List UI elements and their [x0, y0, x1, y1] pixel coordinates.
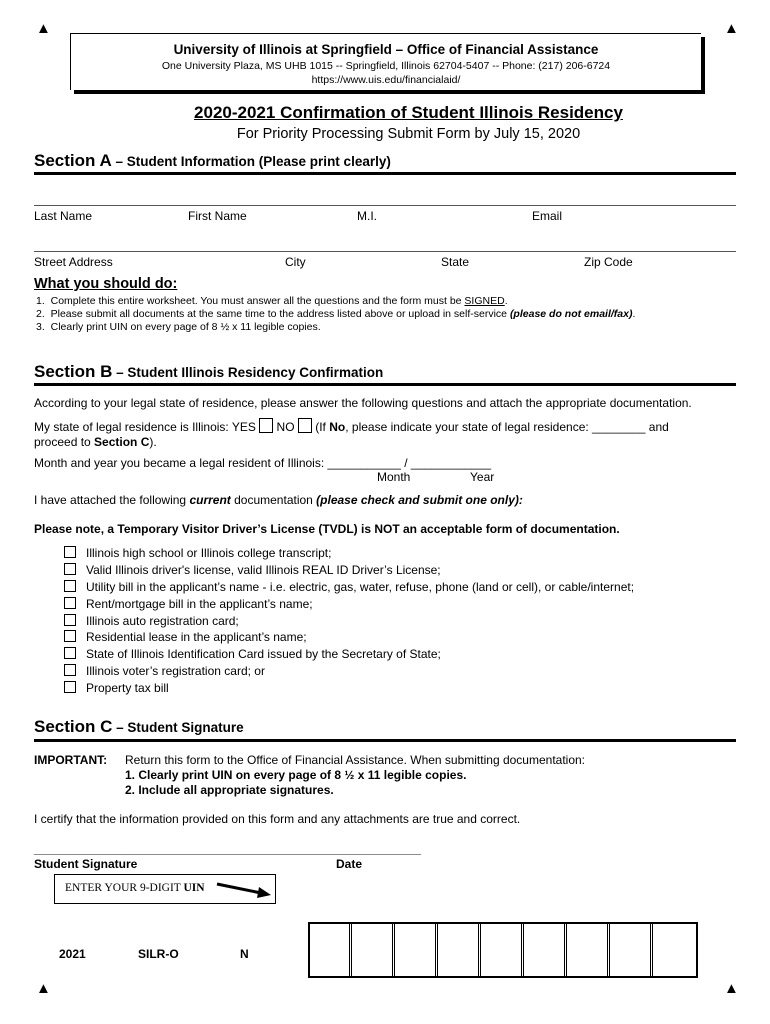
doc-item-auto-registration	[64, 614, 239, 628]
doc-item-lease	[64, 630, 307, 644]
no-label: NO	[273, 420, 298, 434]
step-2-emphasis: (please do not email/fax)	[509, 308, 633, 320]
year-label: Year	[470, 470, 495, 484]
section-b-label: Section B	[34, 362, 113, 381]
step-2-text: Please submit all documents at the same time to the address listed above or upload in self-service	[50, 308, 510, 320]
attached-text-c: (please check and submit one only):	[316, 493, 523, 507]
residency-question	[34, 418, 734, 450]
step-3-num: 3.	[36, 321, 45, 333]
section-a-rule	[34, 172, 736, 175]
street-address-label: Street Address	[34, 255, 113, 269]
doc-item-utility-bill	[64, 580, 634, 594]
doc-checkbox[interactable]	[64, 664, 76, 676]
doc-label: Illinois high school or Illinois college transcript;	[86, 546, 332, 560]
step-1-tail: .	[504, 295, 508, 307]
uin-digit-box[interactable]	[652, 922, 698, 978]
section-b-heading	[34, 362, 383, 382]
doc-label: Rent/mortgage bill in the applicant’s name;	[86, 597, 313, 611]
zip-code-label: Zip Code	[584, 255, 633, 269]
residency-question-state: , please indicate your state of legal residence: ________ and	[345, 420, 669, 434]
important-item-2: 2. Include all appropriate signatures.	[125, 783, 334, 797]
uin-prompt-a: ENTER YOUR 9-DIGIT	[65, 882, 184, 894]
form-title: 2020-2021 Confirmation of Student Illinois Residency	[194, 103, 623, 122]
form-subtitle: For Priority Processing Submit Form by July 15, 2020	[236, 126, 581, 142]
header-box	[70, 33, 701, 90]
uin-digit-box[interactable]	[308, 922, 350, 978]
corner-mark-bottom-right: ▲	[724, 980, 739, 997]
student-signature-label: Student Signature	[34, 857, 138, 871]
doc-item-drivers-license	[64, 563, 441, 577]
arrow-right-icon	[215, 880, 273, 900]
step-1	[36, 295, 508, 307]
doc-item-voter-card	[64, 664, 265, 678]
doc-checkbox[interactable]	[64, 563, 76, 575]
step-2-num: 2.	[36, 308, 45, 320]
step-2	[36, 308, 635, 320]
step-1-text: Complete this entire worksheet. You must answer all the questions and the form must be	[50, 295, 465, 307]
doc-checkbox[interactable]	[64, 630, 76, 642]
section-c-rule	[34, 739, 736, 742]
university-name: University of Illinois at Springfield – Office of Financial Assistance	[173, 42, 599, 57]
uin-prompt-box	[54, 874, 276, 904]
doc-label: Utility bill in the applicant’s name - i.e. electric, gas, water, refuse, phone (land or cell), or cable/internet;	[86, 580, 635, 594]
attached-instructions	[34, 493, 523, 507]
what-you-should-do-heading: What you should do:	[34, 276, 178, 292]
doc-label: Illinois auto registration card;	[86, 614, 239, 628]
footer-form-code: SILR-O	[138, 947, 179, 961]
corner-mark-top-right: ▲	[724, 20, 739, 37]
address-line	[34, 251, 736, 252]
yes-checkbox[interactable]	[259, 418, 273, 433]
section-c-heading	[34, 717, 244, 737]
step-3	[36, 321, 321, 333]
uin-digit-box[interactable]	[480, 922, 522, 978]
doc-label: State of Illinois Identification Card issued by the Secretary of State;	[86, 647, 441, 661]
city-label: City	[285, 255, 306, 269]
name-line	[34, 205, 736, 206]
signature-line[interactable]: __________________________________________________________	[34, 842, 422, 856]
certification-statement: I certify that the information provided on this form and any attachments are true and correct.	[34, 812, 521, 826]
doc-item-state-id	[64, 647, 441, 661]
residency-question-end: ).	[149, 435, 157, 449]
footer-letter: N	[240, 947, 249, 961]
residency-question-text: My state of legal residence is Illinois: YES	[34, 420, 260, 434]
step-3-text: Clearly print UIN on every page of 8 ½ x 11 legible copies.	[50, 321, 321, 333]
doc-item-rent-bill	[64, 597, 313, 611]
uin-digit-box[interactable]	[437, 922, 479, 978]
residency-question-proceed: proceed to	[34, 435, 95, 449]
office-url: https://www.uis.edu/financialaid/	[311, 74, 461, 86]
attached-current: current	[189, 493, 231, 507]
doc-checkbox[interactable]	[64, 647, 76, 659]
step-1-num: 1.	[36, 295, 45, 307]
uin-digit-box[interactable]	[566, 922, 608, 978]
corner-mark-top-left: ▲	[36, 20, 51, 37]
uin-digit-box[interactable]	[523, 922, 565, 978]
uin-digit-box[interactable]	[394, 922, 436, 978]
doc-label: Residential lease in the applicant’s name;	[86, 630, 307, 644]
section-c-desc: – Student Signature	[112, 720, 244, 735]
section-a-heading	[34, 151, 391, 171]
office-address: One University Plaza, MS UHB 1015 -- Springfield, Illinois 62704-5407 -- Phone: (217) 206-6724	[161, 60, 611, 72]
doc-label: Valid Illinois driver's license, valid Illinois REAL ID Driver’s License;	[86, 563, 441, 577]
section-a-label: Section A	[34, 151, 112, 170]
doc-item-transcript	[64, 546, 331, 560]
uin-digit-box[interactable]	[351, 922, 393, 978]
resident-since-question: Month and year you became a legal resident of Illinois: ___________ / ____________	[34, 456, 492, 470]
first-name-label: First Name	[188, 209, 247, 223]
no-checkbox[interactable]	[298, 418, 312, 433]
step-1-signed: SIGNED	[464, 295, 505, 307]
uin-prompt-text	[65, 882, 205, 894]
doc-checkbox[interactable]	[64, 681, 76, 693]
section-b-rule	[34, 383, 736, 386]
doc-label: Property tax bill	[86, 681, 169, 695]
section-b-intro: According to your legal state of residence, please answer the following questions and attach the appropriate documentation.	[34, 396, 692, 410]
mi-label: M.I.	[357, 209, 377, 223]
uin-prompt-b: UIN	[183, 882, 205, 894]
section-a-desc: – Student Information (Please print clearly)	[111, 154, 391, 169]
doc-checkbox[interactable]	[64, 597, 76, 609]
step-2-tail: .	[632, 308, 636, 320]
last-name-label: Last Name	[34, 209, 93, 223]
month-label: Month	[377, 470, 411, 484]
doc-item-property-tax	[64, 681, 169, 695]
important-text: Return this form to the Office of Financial Assistance. When submitting documentation:	[125, 753, 586, 767]
date-label: Date	[336, 857, 363, 871]
footer-year: 2021	[59, 947, 86, 961]
tvdl-note: Please note, a Temporary Visitor Driver’s License (TVDL) is NOT an acceptable form of documentation.	[34, 522, 620, 536]
uin-digit-box[interactable]	[609, 922, 651, 978]
attached-text-a: I have attached the following	[34, 493, 190, 507]
important-item-1: 1. Clearly print UIN on every page of 8 ½ x 11 legible copies.	[125, 768, 467, 782]
corner-mark-bottom-left: ▲	[36, 980, 51, 997]
state-label: State	[441, 255, 470, 269]
important-label: IMPORTANT:	[34, 753, 108, 767]
residency-question-if: (If	[311, 420, 330, 434]
residency-question-no-bold: No	[329, 420, 346, 434]
doc-checkbox[interactable]	[64, 580, 76, 592]
doc-checkbox[interactable]	[64, 546, 76, 558]
doc-label: Illinois voter’s registration card; or	[86, 664, 265, 678]
attached-text-b: documentation	[230, 493, 317, 507]
section-b-desc: – Student Illinois Residency Confirmation	[112, 365, 384, 380]
section-c-label: Section C	[34, 717, 113, 736]
doc-checkbox[interactable]	[64, 614, 76, 626]
residency-question-section-c: Section C	[94, 435, 150, 449]
email-label: Email	[532, 209, 563, 223]
